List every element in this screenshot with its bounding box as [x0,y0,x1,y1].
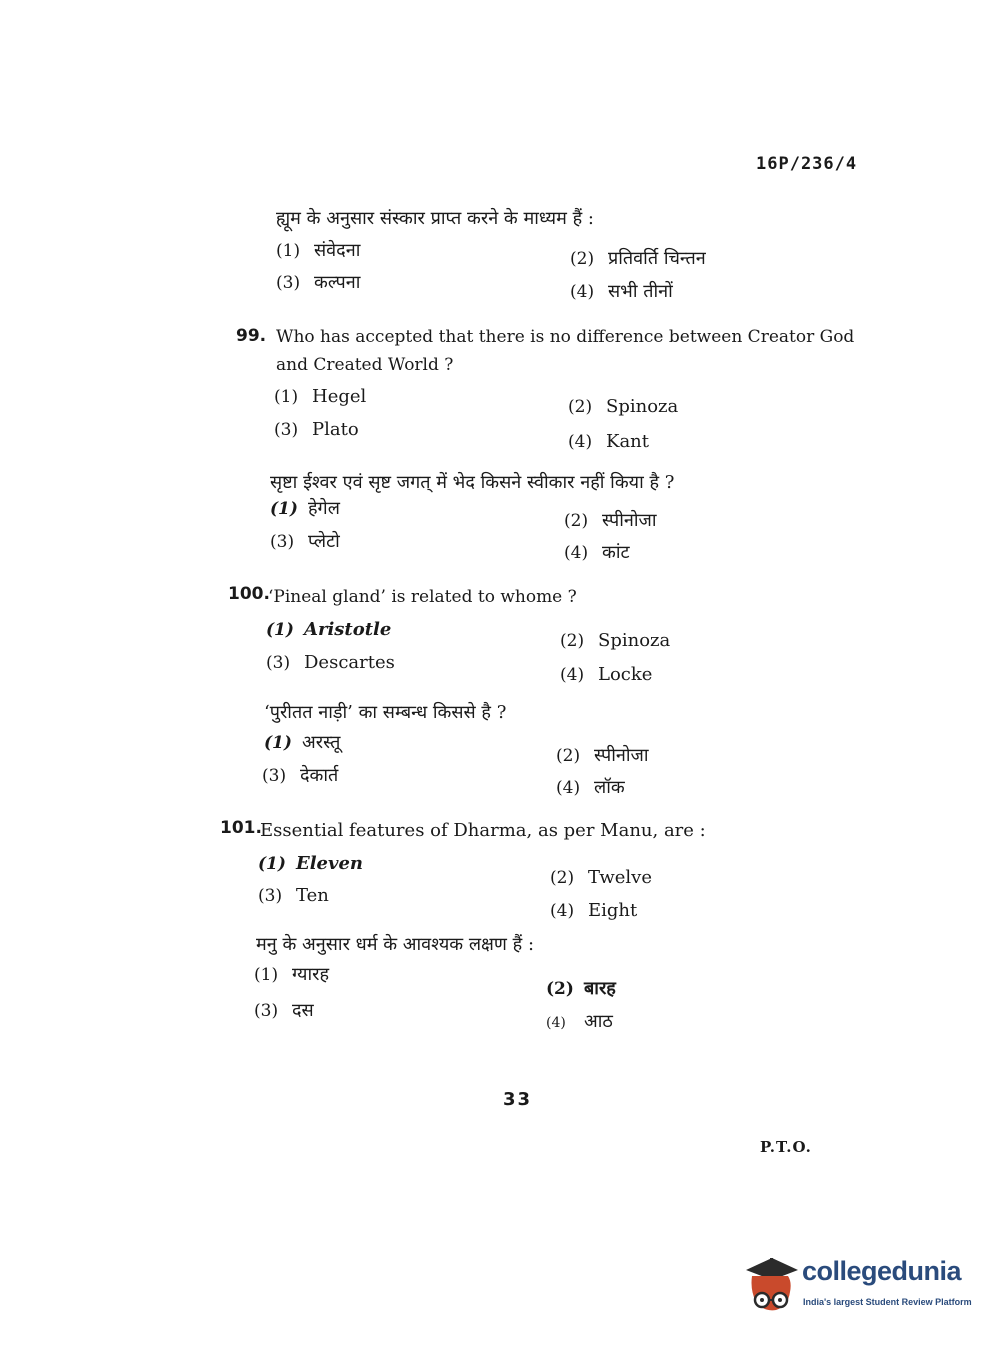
q101-text: Essential features of Dharma, as per Manu, are : [260,820,706,841]
q99-text-line1: Who has accepted that there is no difference between Creator God [276,327,855,347]
q100-hindi-option-3: (3) देकार्त [262,765,339,786]
q100-text: ‘Pineal gland’ is related to whome ? [268,587,577,607]
brand-tagline: India's largest Student Review Platform [803,1297,972,1307]
q98-hindi-text: ह्यूम के अनुसार संस्कार प्राप्त करने के माध्यम हैं : [276,208,594,229]
q99-hindi-option-3: (3) प्लेटो [270,531,340,552]
q101-hindi-text: मनु के अनुसार धर्म के आवश्यक लक्षण हैं : [256,934,535,955]
page-number: 33 [503,1089,533,1110]
q100-hindi-option-4: (4) लॉक [556,777,625,798]
q99-hindi-text: सृष्टा ईश्वर एवं सृष्ट जगत् में भेद किसने स्वीकार नहीं किया है ? [270,472,675,493]
q99-hindi-option-2: (2) स्पीनोजा [564,510,657,531]
q99-option-2: (2) Spinoza [568,396,679,417]
q99-hindi-option-1: (1) हेगेल [270,498,340,519]
q100-option-4: (4) Locke [560,664,653,685]
q101-number: 101. [220,818,262,838]
q98-hindi-option-1: (1) संवेदना [276,240,361,261]
q101-option-1: (1) Eleven [258,853,364,874]
q100-option-2: (2) Spinoza [560,630,671,651]
q101-option-2: (2) Twelve [550,867,653,888]
q99-option-3: (3) Plato [274,419,359,440]
q99-option-1: (1) Hegel [274,386,367,407]
q101-option-4: (4) Eight [550,900,638,921]
q98-hindi-option-2: (2) प्रतिवर्ति चिन्तन [570,248,706,269]
q99-option-4: (4) Kant [568,431,650,452]
brand-name: collegedunia [802,1256,962,1286]
q99-hindi-option-4: (4) कांट [564,542,630,563]
q100-hindi-option-1: (1) अरस्तू [264,732,341,753]
q100-hindi-text: ‘पुरीतत नाड़ी’ का सम्बन्ध किससे है ? [264,702,507,723]
graduate-mascot-icon [742,1250,802,1320]
q98-hindi-option-3: (3) कल्पना [276,272,361,293]
q98-hindi-option-4: (4) सभी तीनों [570,281,673,302]
paper-code: 16P/236/4 [756,154,858,174]
q100-number: 100. [228,584,270,604]
q100-option-1: (1) Aristotle [266,619,392,640]
q101-option-3: (3) Ten [258,885,329,906]
q101-hindi-option-3: (3) दस [254,1000,314,1021]
q100-hindi-option-2: (2) स्पीनोजा [556,745,649,766]
q99-number: 99. [236,326,267,346]
q99-text-line2: and Created World ? [276,355,454,375]
q101-hindi-option-2: (2) बारह [546,978,616,999]
q101-hindi-option-4: (4) आठ [546,1011,613,1032]
q100-option-3: (3) Descartes [266,652,395,673]
pto-mark: P.T.O. [760,1138,812,1156]
collegedunia-logo [742,1250,972,1320]
q101-hindi-option-1: (1) ग्यारह [254,964,330,985]
